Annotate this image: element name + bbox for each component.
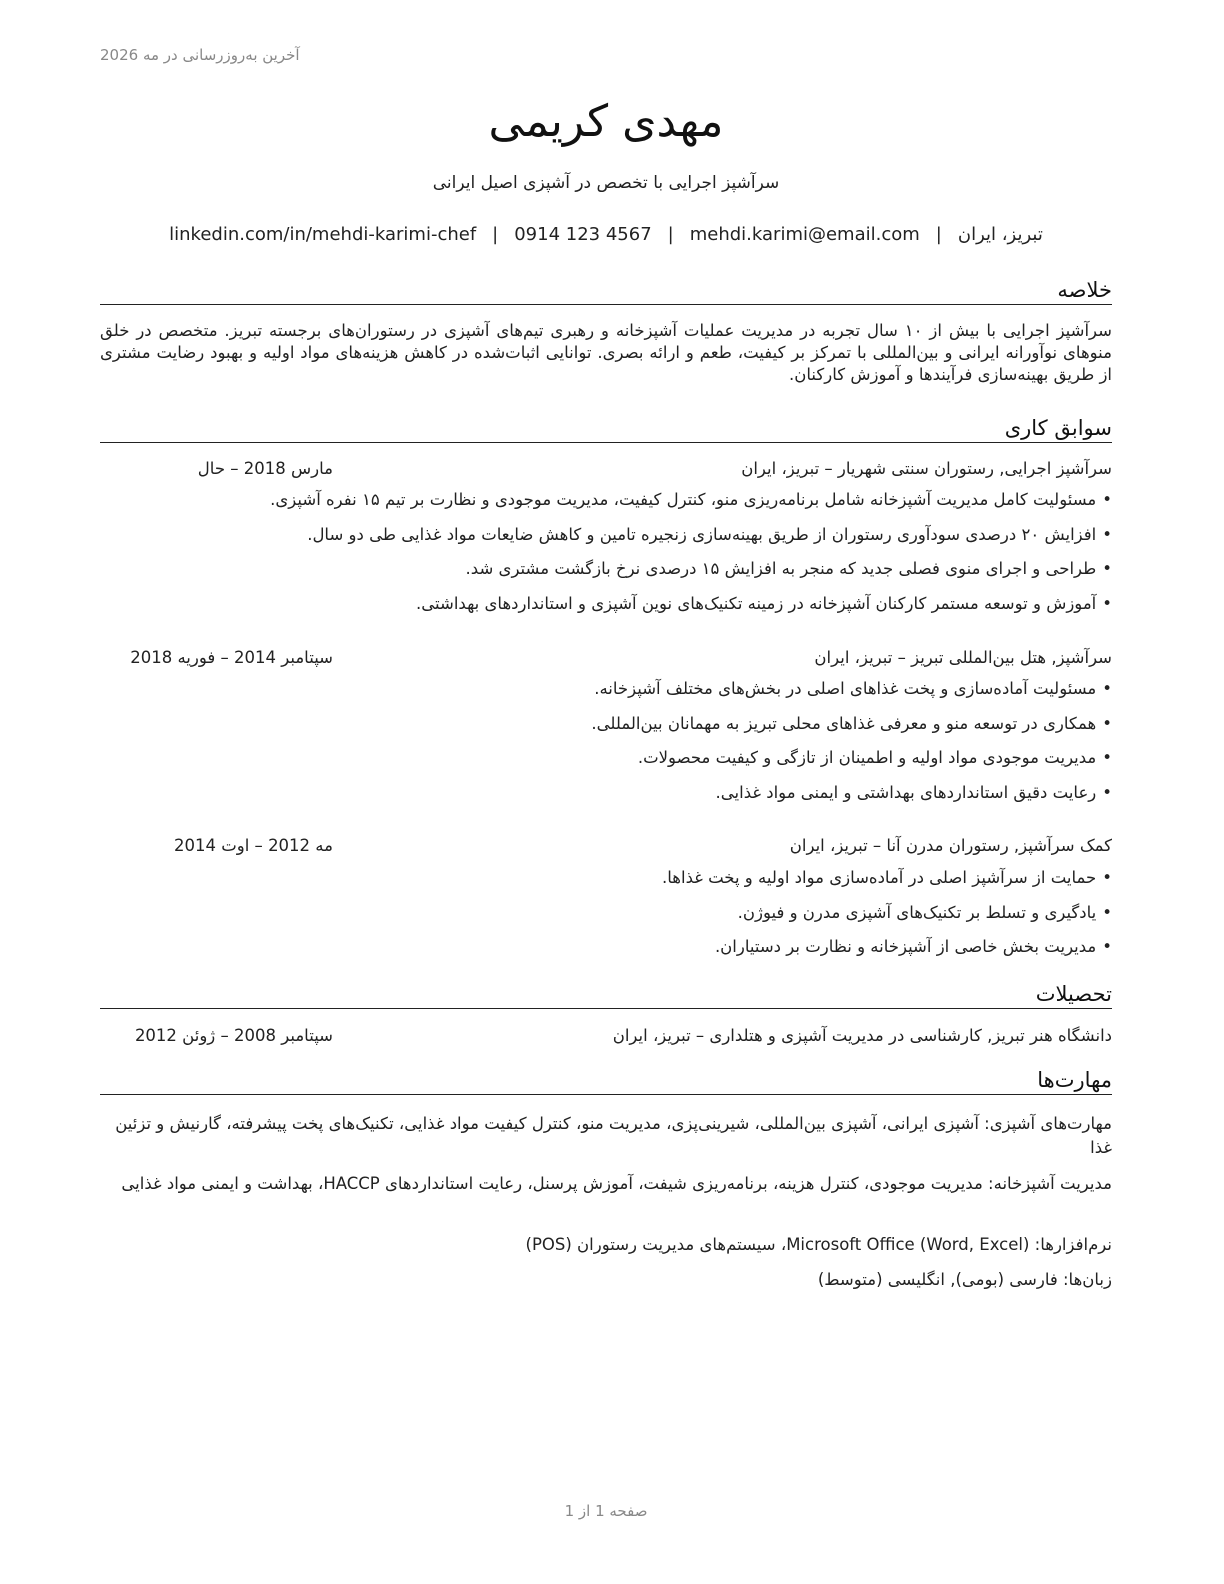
list-item: • حمایت از سرآشپز اصلی در آماده‌سازی مواد اولیه و پخت غذاها. — [100, 866, 1112, 901]
job-title: کمک سرآشپز, رستوران مدرن آنا – تبریز، ایران — [789, 836, 1112, 855]
list-item: • آموزش و توسعه مستمر کارکنان آشپزخانه در زمینه تکنیک‌های نوین آشپزی و استانداردهای بهداشتی. — [100, 592, 1112, 627]
job-header — [100, 648, 1112, 672]
education-entry — [100, 1026, 1112, 1050]
job-header — [100, 459, 1112, 483]
skill-line: زبان‌ها: فارسی (بومی), انگلیسی (متوسط) — [817, 1270, 1112, 1289]
skill-line: مهارت‌های آشپزی: آشپزی ایرانی، آشپزی بین‌المللی، شیرینی‌پزی، مدیریت منو، کنترل کیفیت مواد غذایی، تکنیک‌های پخت پیشرفته، گارنیش و تزئین غذا — [115, 1114, 1112, 1157]
skill-line: مدیریت آشپزخانه: مدیریت موجودی، کنترل هزینه، برنامه‌ریزی شیفت، آموزش پرسنل، رعایت استانداردهای HACCP، بهداشت و ایمنی مواد غذایی — [121, 1174, 1112, 1193]
job-title: سرآشپز, هتل بین‌المللی تبریز – تبریز، ایران — [814, 648, 1112, 667]
section-title-education: تحصیلات — [100, 982, 1112, 1009]
education-title: دانشگاه هنر تبریز, کارشناسی در مدیریت آشپزی و هتلداری – تبریز، ایران — [612, 1026, 1112, 1045]
list-item: • مدیریت بخش خاصی از آشپزخانه و نظارت بر دستیاران. — [100, 935, 1112, 970]
job-dates: مه 2012 – اوت 2014 — [173, 836, 333, 855]
resume-page — [100, 0, 1112, 1584]
list-item: • مسئولیت آماده‌سازی و پخت غذاهای اصلی در بخش‌های مختلف آشپزخانه. — [100, 677, 1112, 712]
job-bullets — [100, 677, 1112, 815]
contact-email[interactable]: mehdi.karimi@email.com — [689, 224, 920, 245]
list-item: • مسئولیت کامل مدیریت آشپزخانه شامل برنامه‌ریزی منو، کنترل کیفیت، مدیریت موجودی و نظارت بر تیم ۱۵ نفره آشپزی. — [100, 488, 1112, 523]
section-title-experience: سوابق کاری — [100, 416, 1112, 443]
list-item: • یادگیری و تسلط بر تکنیک‌های آشپزی مدرن و فیوژن. — [100, 901, 1112, 936]
contact-separator: | — [667, 224, 674, 245]
list-item: • رعایت دقیق استانداردهای بهداشتی و ایمنی مواد غذایی. — [100, 781, 1112, 816]
job-title: سرآشپز اجرایی, رستوران سنتی شهریار – تبریز، ایران — [741, 459, 1112, 478]
job-header — [100, 836, 1112, 860]
contact-location: تبریز، ایران — [957, 224, 1043, 245]
contact-phone[interactable]: 0914 123 4567 — [514, 224, 652, 245]
candidate-name: مهدی کریمی — [488, 96, 724, 147]
job-bullets — [100, 488, 1112, 626]
page-number: صفحه 1 از 1 — [564, 1502, 648, 1520]
summary-text: سرآشپز اجرایی با بیش از ۱۰ سال تجربه در مدیریت عملیات آشپزخانه و رهبری تیم‌های آشپزی در رستوران‌های برجسته تبریز. متخصص در خلق منوهای نوآورانه ایرانی و بین‌المللی با تمرکز بر کیفیت، طعم و ارائه بصری. توانایی اثبات‌شده در کاهش هزینه‌های مواد اولیه و بهبود رضایت مشتری از طریق بهینه‌سازی فرآیندها و آموزش کارکنان. — [100, 321, 1112, 384]
contact-linkedin[interactable]: linkedin.com/in/mehdi-karimi-chef — [169, 224, 477, 245]
list-item: • مدیریت موجودی مواد اولیه و اطمینان از تازگی و کیفیت محصولات. — [100, 746, 1112, 781]
contact-line — [100, 224, 1112, 245]
section-title-skills: مهارت‌ها — [100, 1068, 1112, 1095]
candidate-headline: سرآشپز اجرایی با تخصص در آشپزی اصیل ایرانی — [432, 173, 780, 193]
education-dates: سپتامبر 2008 – ژوئن 2012 — [134, 1026, 333, 1045]
last-updated-note: آخرین به‌روزرسانی در مه 2026 — [100, 46, 300, 64]
section-title-summary: خلاصه — [100, 278, 1112, 305]
contact-separator: | — [492, 224, 499, 245]
list-item: • افزایش ۲۰ درصدی سودآوری رستوران از طریق بهینه‌سازی زنجیره تامین و کاهش ضایعات مواد غذایی طی دو سال. — [100, 523, 1112, 558]
job-bullets — [100, 866, 1112, 970]
job-dates: مارس 2018 – حال — [197, 459, 333, 478]
list-item: • طراحی و اجرای منوی فصلی جدید که منجر به افزایش ۱۵ درصدی نرخ بازگشت مشتری شد. — [100, 557, 1112, 592]
list-item: • همکاری در توسعه منو و معرفی غذاهای محلی تبریز به مهمانان بین‌المللی. — [100, 712, 1112, 747]
contact-separator: | — [935, 224, 942, 245]
job-dates: سپتامبر 2014 – فوریه 2018 — [130, 648, 333, 667]
skill-line: نرم‌افزارها: Microsoft Office (Word, Excel)، سیستم‌های مدیریت رستوران (POS) — [525, 1235, 1112, 1254]
